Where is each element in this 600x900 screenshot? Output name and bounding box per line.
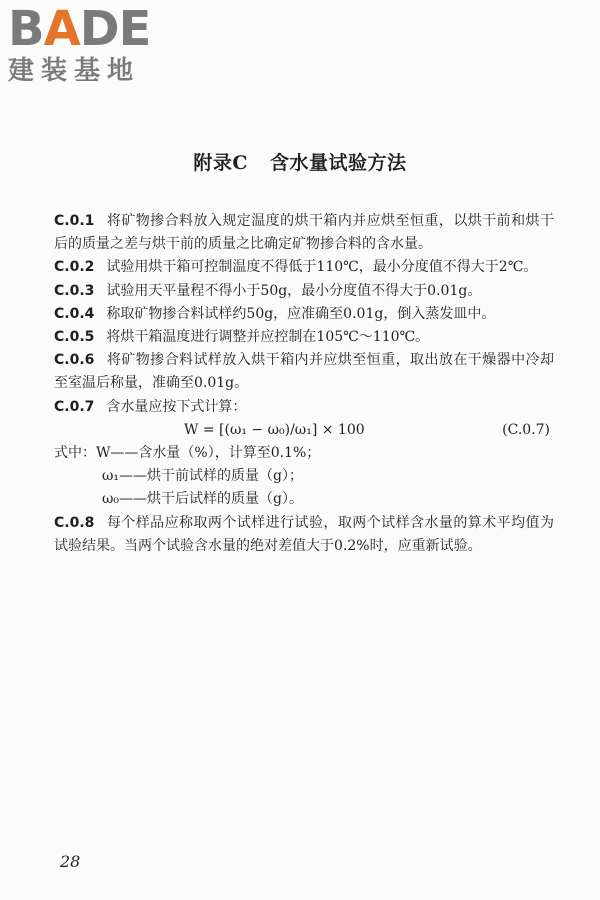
section-number: C.0.2 [54,259,95,276]
section-number: C.0.3 [54,282,95,299]
section-text: 试验用烘干箱可控制温度不得低于110℃，最小分度值不得大于2℃。 [106,259,538,276]
section-c08 [54,512,554,558]
appendix-title-prefix: 附录C [193,152,249,174]
section-c03 [54,280,554,303]
section-number: C.0.5 [54,329,95,346]
section-number: C.0.4 [54,305,95,322]
logo-letters-de: DE [79,1,151,57]
section-text: 称取矿物掺合料试样约50g，应准确至0.01g，倒入蒸发皿中。 [106,305,496,322]
page-number: 28 [60,852,81,871]
section-text: 将矿物掺合料试样放入烘干箱内并应烘至恒重，取出放在干燥器中冷却至室温后称量，准确至0.01g。 [54,352,554,392]
where-w: 式中：W——含水量（%），计算至0.1%； [54,445,321,462]
section-c05 [54,326,554,349]
appendix-title-text: 含水量试验方法 [270,152,407,174]
section-c01 [54,210,554,256]
section-c07 [54,396,554,419]
section-number: C.0.7 [54,398,95,415]
appendix-title [0,148,600,175]
document-body [54,210,554,558]
formula-expression: W = [(ω₁ − ω₀)/ω₁] × 100 [184,421,365,438]
logo-title [8,1,178,57]
section-text: 含水量应按下式计算： [106,398,247,415]
logo-letter-b: B [8,1,44,57]
section-c06 [54,349,554,395]
section-text: 每个样品应称取两个试样进行试验，取两个试样含水量的算术平均值为试验结果。当两个试验含水量的绝对差值大于0.2%时，应重新试验。 [54,514,554,554]
formula-line [54,419,554,442]
section-text: 将矿物掺合料放入规定温度的烘干箱内并应烘至恒重，以烘干前和烘干后的质量之差与烘干前的质量之比确定矿物掺合料的含水量。 [54,213,554,253]
section-c02 [54,256,554,279]
where-w1: ω₁——烘干前试样的质量（g）； [102,468,303,485]
section-number: C.0.8 [54,514,95,531]
section-number: C.0.1 [54,213,95,229]
logo-subtitle: 建装基地 [8,56,141,86]
logo-letter-a: A [43,1,80,57]
bade-logo [8,1,178,86]
section-number: C.0.6 [54,352,95,369]
section-c04 [54,303,554,326]
formula-reference: (C.0.7) [502,421,550,438]
where-w0: ω₀——烘干后试样的质量（g）。 [102,491,303,508]
section-text: 试验用天平量程不得小于50g，最小分度值不得大于0.01g。 [106,282,482,299]
section-text: 将烘干箱温度进行调整并应控制在105℃～110℃。 [106,329,430,346]
